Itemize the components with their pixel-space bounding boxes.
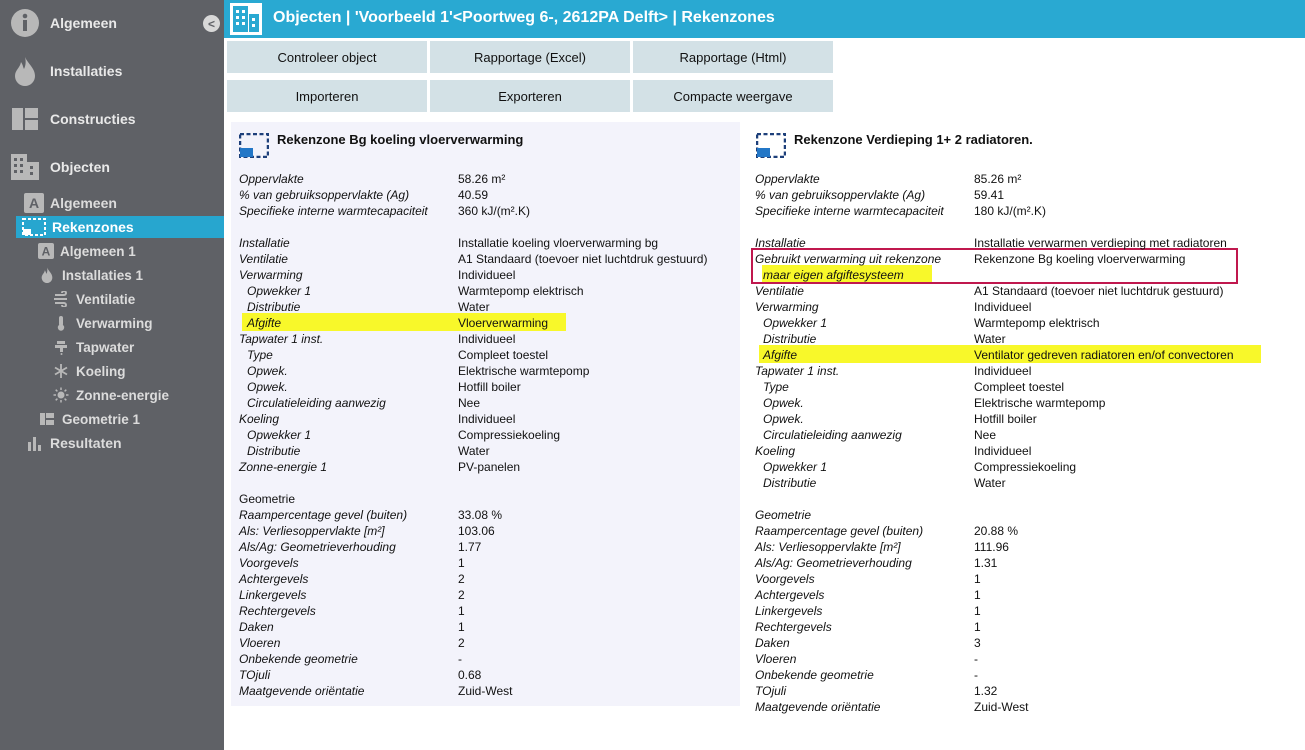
row-label: % van gebruiksoppervlakte (Ag) (239, 188, 410, 202)
snowflake-icon (52, 362, 70, 380)
row-label: Daken (755, 636, 790, 650)
zone-row (231, 619, 731, 635)
row-value: Individueel (974, 444, 1032, 458)
zone-row (748, 475, 1248, 491)
nav-label: Installaties (50, 63, 123, 79)
zone-row (231, 523, 731, 539)
sun-icon (52, 386, 70, 404)
nav-label: Constructies (50, 111, 136, 127)
zone-row (748, 507, 1248, 523)
zone-row (748, 555, 1248, 571)
row-label: Tapwater 1 inst. (755, 364, 840, 378)
row-label: Distributie (763, 332, 817, 346)
zone-row (748, 171, 1248, 187)
row-value: Individueel (458, 412, 516, 426)
row-value: - (974, 652, 978, 666)
sub-geometrie-1[interactable] (38, 408, 224, 430)
sub-label: Verwarming (76, 315, 153, 331)
zone-row (231, 283, 731, 299)
row-label: Raampercentage gevel (buiten) (755, 524, 924, 538)
zone-row (748, 523, 1248, 539)
row-value: 103.06 (458, 524, 495, 538)
zone-row (748, 203, 1248, 219)
layout-icon (10, 104, 40, 134)
zone-row (231, 347, 731, 363)
row-label: Opwek. (763, 396, 804, 410)
zone-row (748, 299, 1248, 315)
zone-row (231, 171, 731, 187)
row-label: Opwek. (247, 380, 288, 394)
zone-row (231, 251, 731, 267)
row-label: Rechtergevels (239, 604, 316, 618)
row-label: Opwek. (763, 412, 804, 426)
row-label: Als/Ag: Geometrieverhouding (755, 556, 912, 570)
sub-resultaten[interactable] (26, 432, 224, 454)
importeren-button[interactable]: Importeren (227, 80, 427, 112)
row-label: Zonne-energie 1 (239, 460, 328, 474)
sub-algemeen[interactable] (24, 192, 224, 214)
zone-icon (756, 133, 786, 158)
row-value: Vloerverwarming (458, 316, 549, 330)
row-value: 1 (458, 604, 465, 618)
zone-row (231, 235, 731, 251)
row-value: Individueel (974, 364, 1032, 378)
zone-row (231, 363, 731, 379)
row-value: Ventilator gedreven radiatoren en/of convectoren (974, 348, 1234, 362)
row-label: Oppervlakte (755, 172, 820, 186)
row-label: Opwekker 1 (763, 316, 828, 330)
row-value: 1.77 (458, 540, 482, 554)
sub-label: Algemeen (50, 195, 117, 211)
row-value: 1 (974, 588, 981, 602)
zone-row (748, 683, 1248, 699)
zone-row (231, 667, 731, 683)
row-label: Geometrie (239, 492, 296, 506)
row-value: Individueel (458, 332, 516, 346)
building-icon (10, 152, 40, 182)
sub-label: Ventilatie (76, 291, 136, 307)
sub-label: Rekenzones (52, 219, 134, 235)
row-value: 1 (974, 572, 981, 586)
zone-row (748, 587, 1248, 603)
building-icon (230, 3, 262, 35)
row-value: - (974, 668, 978, 682)
zone-row (748, 363, 1248, 379)
info-icon (10, 8, 40, 38)
row-label: Maatgevende oriëntatie (239, 684, 365, 698)
collapse-sidebar-button[interactable]: < (203, 15, 220, 32)
row-label: maar eigen afgiftesysteem (763, 268, 904, 282)
compacte-weergave-button[interactable]: Compacte weergave (633, 80, 833, 112)
row-label: Gebruikt verwarming uit rekenzone (755, 252, 942, 266)
row-label: Rechtergevels (755, 620, 832, 634)
title-bar (224, 0, 1305, 38)
fan-icon (52, 290, 70, 308)
zone-row (231, 379, 731, 395)
row-label: TOjuli (239, 668, 271, 682)
zone-row (748, 187, 1248, 203)
nav-installaties[interactable] (0, 53, 224, 89)
row-label: Onbekende geometrie (239, 652, 358, 666)
zone-panel-2[interactable] (748, 122, 1268, 722)
row-label: Type (763, 380, 789, 394)
zone-row (231, 555, 731, 571)
nav-label: Objecten (50, 159, 110, 175)
row-label: Circulatieleiding aanwezig (763, 428, 902, 442)
zone-row (748, 443, 1248, 459)
row-label: Opwekker 1 (763, 460, 828, 474)
row-label: Opwekker 1 (247, 428, 312, 442)
row-value: 1.31 (974, 556, 998, 570)
row-value: 180 kJ/(m².K) (974, 204, 1047, 218)
row-label: Tapwater 1 inst. (239, 332, 324, 346)
row-value: Water (974, 476, 1006, 490)
geometry-icon (38, 410, 56, 428)
row-label: % van gebruiksoppervlakte (Ag) (755, 188, 926, 202)
row-value: Individueel (458, 268, 516, 282)
row-value: 1 (458, 556, 465, 570)
thermometer-icon (52, 314, 70, 332)
zone-icon (22, 218, 46, 236)
row-value: 1 (974, 620, 981, 634)
row-value: 2 (458, 636, 465, 650)
zone-row (748, 347, 1248, 363)
row-value: 2 (458, 572, 465, 586)
zone-row (231, 635, 731, 651)
row-label: Specifieke interne warmtecapaciteit (239, 204, 428, 218)
sub-algemeen-1[interactable] (38, 240, 224, 262)
row-value: Rekenzone Bg koeling vloerverwarming (974, 252, 1186, 266)
zone-row (231, 651, 731, 667)
zone-row (231, 507, 731, 523)
zone-title: Rekenzone Bg koeling vloerverwarming (277, 132, 524, 147)
zone-row (748, 459, 1248, 475)
zone-row (231, 427, 731, 443)
sub-label: Algemeen 1 (60, 243, 136, 259)
sub-koeling[interactable] (52, 360, 224, 382)
sub-label: Resultaten (50, 435, 122, 451)
row-value: Hotfill boiler (974, 412, 1037, 426)
row-value: PV-panelen (458, 460, 521, 474)
row-value: Nee (974, 428, 997, 442)
row-label: Linkergevels (239, 588, 307, 602)
zone-row (748, 603, 1248, 619)
sub-ventilatie[interactable] (52, 288, 224, 310)
zone-row (231, 331, 731, 347)
row-value: A1 Standaard (toevoer niet luchtdruk gestuurd) (458, 252, 708, 266)
row-label: Opwek. (247, 364, 288, 378)
row-label: Voorgevels (755, 572, 815, 586)
row-value: Installatie verwarmen verdieping met radiatoren (974, 236, 1227, 250)
sub-label: Installaties 1 (62, 267, 144, 283)
zone-row (231, 683, 731, 699)
bar-chart-icon (26, 434, 44, 452)
row-label: Koeling (755, 444, 796, 458)
letter-a-icon (38, 243, 54, 259)
row-label: Als: Verliesoppervlakte [m²] (755, 540, 901, 554)
zone-row (231, 187, 731, 203)
rapportage-html-button[interactable]: Rapportage (Html) (633, 41, 833, 73)
row-value: 0.68 (458, 668, 482, 682)
sub-tapwater[interactable] (52, 336, 224, 358)
sub-verwarming[interactable] (52, 312, 224, 334)
row-value: Warmtepomp elektrisch (458, 284, 584, 298)
zone-row (748, 395, 1248, 411)
zone-row (748, 571, 1248, 587)
row-value: Compressiekoeling (974, 460, 1077, 474)
zone-row (748, 651, 1248, 667)
zone-row (748, 667, 1248, 683)
svg-text:A: A (28, 195, 40, 211)
row-value: 59.41 (974, 188, 1005, 202)
zone-row (231, 571, 731, 587)
row-value: 2 (458, 588, 465, 602)
row-label: Afgifte (247, 316, 282, 330)
zone-row (748, 699, 1248, 715)
zone-row (748, 411, 1248, 427)
row-value: Water (458, 300, 490, 314)
row-value: Warmtepomp elektrisch (974, 316, 1100, 330)
row-label: Type (247, 348, 273, 362)
zone-row (231, 267, 731, 283)
row-value: 1.32 (974, 684, 998, 698)
row-value: Water (458, 444, 490, 458)
row-label: Verwarming (239, 268, 303, 282)
zone-row (748, 619, 1248, 635)
row-label: Afgifte (763, 348, 798, 362)
row-value: 40.59 (458, 188, 489, 202)
row-label: Linkergevels (755, 604, 823, 618)
page-title: Objecten | 'Voorbeeld 1'<Poortweg 6-, 2612PA Delft> | Rekenzones (273, 9, 775, 26)
row-label: Voorgevels (239, 556, 299, 570)
zone-row (748, 635, 1248, 651)
row-label: Circulatieleiding aanwezig (247, 396, 386, 410)
row-value: 85.26 m² (974, 172, 1022, 186)
sub-label: Tapwater (76, 339, 135, 355)
zone-row (231, 299, 731, 315)
row-label: Opwekker 1 (247, 284, 312, 298)
zone-row (231, 459, 731, 475)
row-label: Installatie (239, 236, 290, 250)
row-label: Ventilatie (755, 284, 804, 298)
zone-icon (239, 133, 269, 158)
row-value: A1 Standaard (toevoer niet luchtdruk gestuurd) (974, 284, 1224, 298)
row-label: Geometrie (755, 508, 812, 522)
nav-algemeen[interactable] (0, 5, 224, 41)
zone-row (231, 603, 731, 619)
zone-panel-1[interactable] (231, 122, 740, 706)
zone-row (231, 443, 731, 459)
row-value: 3 (974, 636, 981, 650)
zone-row (748, 539, 1248, 555)
row-value: 360 kJ/(m².K) (458, 204, 531, 218)
row-value: 1 (458, 620, 465, 634)
sub-zonne-energie[interactable] (52, 384, 224, 406)
sub-installaties-1[interactable] (38, 264, 224, 286)
zone-row (231, 315, 731, 331)
row-value: Nee (458, 396, 481, 410)
row-value: Hotfill boiler (458, 380, 521, 394)
zone-row (231, 491, 731, 507)
zone-row (748, 315, 1248, 331)
row-label: Distributie (763, 476, 817, 490)
row-value: 20.88 % (974, 524, 1019, 538)
zone-row (748, 427, 1248, 443)
row-label: Distributie (247, 300, 301, 314)
exporteren-button[interactable]: Exporteren (430, 80, 630, 112)
row-label: Installatie (755, 236, 806, 250)
row-label: Als: Verliesoppervlakte [m²] (239, 524, 385, 538)
row-label: Distributie (247, 444, 301, 458)
zone-row (231, 587, 731, 603)
row-value: Individueel (974, 300, 1032, 314)
zone-row (748, 251, 1248, 267)
svg-text:A: A (41, 244, 51, 259)
row-label: Vloeren (239, 636, 281, 650)
controleer-object-button[interactable]: Controleer object (227, 41, 427, 73)
row-value: Compleet toestel (458, 348, 549, 362)
zone-row (231, 203, 731, 219)
sub-rekenzones[interactable] (16, 216, 224, 238)
row-value: Zuid-West (974, 700, 1029, 714)
nav-constructies[interactable] (0, 101, 224, 137)
zone-row (231, 411, 731, 427)
zone-row (748, 267, 1248, 283)
row-label: Oppervlakte (239, 172, 304, 186)
row-value: - (458, 652, 462, 666)
row-value: Zuid-West (458, 684, 513, 698)
row-value: Water (974, 332, 1006, 346)
row-value: Elektrische warmtepomp (458, 364, 590, 378)
zone-row (748, 331, 1248, 347)
row-label: Raampercentage gevel (buiten) (239, 508, 408, 522)
row-value: Elektrische warmtepomp (974, 396, 1106, 410)
row-label: TOjuli (755, 684, 787, 698)
nav-objecten[interactable] (0, 149, 224, 185)
row-value: 58.26 m² (458, 172, 506, 186)
sub-label: Geometrie 1 (62, 411, 141, 427)
nav-label: Algemeen (50, 15, 117, 31)
row-value: Compressiekoeling (458, 428, 561, 442)
row-value: 33.08 % (458, 508, 503, 522)
rapportage-excel-button[interactable]: Rapportage (Excel) (430, 41, 630, 73)
row-value: Compleet toestel (974, 380, 1065, 394)
row-value: 1 (974, 604, 981, 618)
sub-label: Zonne-energie (76, 387, 170, 403)
row-label: Achtergevels (239, 572, 309, 586)
zone-title: Rekenzone Verdieping 1+ 2 radiatoren. (794, 132, 1033, 147)
row-label: Verwarming (755, 300, 819, 314)
row-label: Ventilatie (239, 252, 288, 266)
tap-icon (52, 338, 70, 356)
row-label: Achtergevels (755, 588, 825, 602)
row-label: Onbekende geometrie (755, 668, 874, 682)
row-value: 111.96 (974, 540, 1009, 554)
row-value: Installatie koeling vloerverwarming bg (458, 236, 659, 250)
zone-row (231, 539, 731, 555)
flame-icon (10, 56, 40, 86)
row-label: Vloeren (755, 652, 797, 666)
zone-row (748, 379, 1248, 395)
row-label: Daken (239, 620, 274, 634)
row-label: Als/Ag: Geometrieverhouding (239, 540, 396, 554)
flame-icon (38, 266, 56, 284)
zone-row (748, 235, 1248, 251)
sidebar (0, 0, 224, 750)
letter-a-icon (24, 193, 44, 213)
row-label: Maatgevende oriëntatie (755, 700, 881, 714)
zone-row (231, 395, 731, 411)
sub-label: Koeling (76, 363, 126, 379)
zone-row (748, 283, 1248, 299)
row-label: Specifieke interne warmtecapaciteit (755, 204, 944, 218)
row-label: Koeling (239, 412, 280, 426)
